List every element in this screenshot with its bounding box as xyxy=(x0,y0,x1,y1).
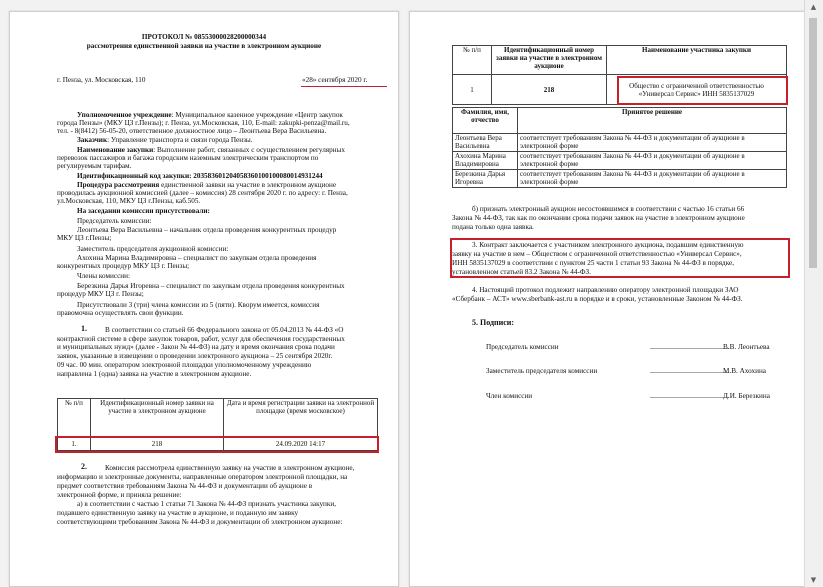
p1-line-1: В соответствии со статьей 66 Федерального закона от 05.04.2013 № 44-ФЗ «О xyxy=(105,326,344,334)
cell-app-id: 218 xyxy=(91,437,224,451)
deputy-role: Заместитель председателя аукционной комиссии: xyxy=(77,245,229,253)
p1-line-6: направлена 1 (одна) заявка на участие в электронном аукционе. xyxy=(57,370,252,378)
th-participant: Наименование участника закупки xyxy=(607,46,787,75)
chair-role: Председатель комиссии: xyxy=(77,217,152,225)
p1-line-3: и муниципальных нужд» (далее - Закон № 44-ФЗ) на дату и время окончания срока подачи xyxy=(57,343,335,351)
p3-line-3: ИНН 5835137029 в соответствии с пунктом 25 части 1 статьи 93 Закона № 44-ФЗ в порядке, xyxy=(452,259,734,267)
th-app-id-2: Идентификационный номер заявки на участие в электронном аукционе xyxy=(492,46,607,75)
deputy-line-1: Ахохина Марина Владимировна – специалист по закупкам отдела проведения xyxy=(77,254,317,262)
procedure-line-1: Процедура рассмотрения единственной заявки на участие в электронном аукционе xyxy=(77,181,337,189)
org-line-2: города Пензы» (МКУ ЦЗ г.Пензы); г. Пенза, ул.Московская, 110, E-mail: zakupki-penza@mail.ru, xyxy=(57,119,350,127)
p2a-line-2: подавшего единственную заявку на участие в аукционе, и поданную им заявку xyxy=(57,509,299,517)
purchase-line-1: Наименование закупки: Выполнение работ, связанных с осуществлением регулярных xyxy=(77,146,345,154)
procedure-line-2: проводилась аукционной комиссией (далее – комиссия) 28 сентября 2020 г. по адресу: г. Пенза, xyxy=(57,189,348,197)
p2-line-3: предмет соответствия требованиям Закона № 44-ФЗ и документации об аукционе в xyxy=(57,482,313,490)
th-app-id: Идентификационный номер заявки на участие в электронном аукционе xyxy=(91,399,224,437)
contract-highlight xyxy=(450,238,790,278)
p2-line-2: информацию и электронные документы, направленные оператором электронной площадки, на xyxy=(57,473,348,481)
quorum-line-1: Присутствовали 3 (три) члена комиссии из 5 (пяти). Кворум имеется, комиссия xyxy=(77,301,320,309)
sig-name-2: М.В. Ахохина xyxy=(723,367,766,375)
cell-decision-2: соответствует требованиям Закона № 44-ФЗ и документации об аукционе в электронной форме xyxy=(518,152,787,170)
protocol-title: ПРОТОКОЛ № 08553000028200000344 xyxy=(141,33,267,41)
sig-line-3: ______________________ xyxy=(650,391,730,399)
date: «28» сентября 2020 г. xyxy=(302,76,368,84)
sig-role-2: Заместитель председателя комиссии xyxy=(486,367,598,375)
p1-number: 1. xyxy=(81,324,87,333)
participant-highlight xyxy=(617,76,788,105)
decision-table xyxy=(452,107,787,188)
sig-line-1: ______________________ xyxy=(650,342,730,350)
p4-line-1: 4. Настоящий протокол подлежит направлению оператору электронной площадки ЗАО xyxy=(472,286,739,294)
chair-line-2: МКУ ЦЗ г.Пензы; xyxy=(57,234,112,242)
scroll-down-icon[interactable]: ▼ xyxy=(810,576,817,584)
place: г. Пенза, ул. Московская, 110 xyxy=(57,76,146,84)
p2a-line-1: а) в соответствии с частью 1 статьи 71 Закона № 44-ФЗ признать участника закупки, xyxy=(77,500,337,508)
scrollbar-thumb[interactable] xyxy=(809,18,817,268)
p2-number: 2. xyxy=(81,462,87,471)
p4-line-2: «Сбербанк – АСТ» www.sberbank-ast.ru в порядке и в сроки, установленные Законом № 44-ФЗ. xyxy=(452,295,743,303)
p1-line-2: контрактной системе в сфере закупок товаров, работ, услуг для обеспечения государственных xyxy=(57,335,345,343)
vertical-scrollbar[interactable] xyxy=(804,0,822,587)
sig-name-3: Д.И. Березкина xyxy=(723,392,770,400)
pb-line-1: б) признать электронный аукцион несостоявшимся в соответствии с частью 16 статьи 66 xyxy=(472,205,745,213)
ikz: Идентификационный код закупки: 203583601204058360100100080014931244 xyxy=(77,172,323,180)
protocol-subtitle: рассмотрения единственной заявки на участие в электронном аукционе xyxy=(86,42,322,50)
pb-line-3: подана только одна заявка. xyxy=(452,223,534,231)
member-line-1: Березкина Дарья Игоревна – специалист по закупкам отдела проведения конкурентных xyxy=(77,282,345,290)
customer: Заказчик: Управление транспорта и связи города Пензы. xyxy=(77,136,253,144)
p1-line-5: 09 час. 00 мин. оператором электронной площадки уполномоченному учреждению xyxy=(57,361,312,369)
th-num: № п/п xyxy=(58,399,91,437)
cell-fio-2: Ахохина Марина Владимировна xyxy=(453,152,518,170)
procedure-line-3: ул.Московская, 110, МКУ ЦЗ г.Пензы, каб.505. xyxy=(57,197,201,205)
th-num-2: № п/п xyxy=(453,46,492,75)
cell-participant: Общество с ограниченной ответственностью «Универсал Сервис» ИНН 5835137029 xyxy=(607,75,787,105)
cell-fio-1: Леонтьева Вера Васильевна xyxy=(453,134,518,152)
cell-decision-1: соответствует требованиям Закона № 44-ФЗ и документации об аукционе в электронной форме xyxy=(518,134,787,152)
p1-line-4: заявок, указанные в извещении о проведении электронного аукциона – 25 сентября 2020г. xyxy=(57,352,333,360)
p3-line-2: заявку на участие в нем – Обществом с ограниченной ответственностью «Универсал Сервис», xyxy=(452,250,742,258)
sig-name-1: В.В. Леонтьева xyxy=(723,343,770,351)
present-label: На заседании комиссии присутствовали: xyxy=(77,207,210,215)
quorum-line-2: правомочна осуществлять свои функции. xyxy=(57,309,184,317)
th-decision: Принятое решение xyxy=(518,108,787,134)
p3-line-1: 3. Контракт заключается с участником электронного аукциона, подавшим единственную xyxy=(472,241,744,249)
deputy-line-2: конкурентных процедур МКУ ЦЗ г. Пензы; xyxy=(57,262,190,270)
members-role: Члены комиссии: xyxy=(77,272,130,280)
member-line-2: процедур МКУ ЦЗ г. Пензы; xyxy=(57,290,144,298)
purchase-line-2: перевозок пассажиров и багажа городским наземным электрическим транспортом по xyxy=(57,154,319,162)
sig-role-3: Член комиссии xyxy=(486,392,533,400)
document-page-1 xyxy=(9,11,399,587)
pb-line-2: Закона № 44-ФЗ, так как по окончании срока подачи заявок на участие в электронном аукционе xyxy=(452,214,745,222)
cell-num: 1. xyxy=(58,437,91,451)
cell-reg-datetime: 24.09.2020 14:17 xyxy=(224,437,378,451)
org-line-3: тел. - 8(8412) 56-05-20, ответственное должностное лицо – Леонтьева Вера Васильевна. xyxy=(57,127,327,135)
p2a-line-3: соответствующими требованиям Закона № 44-ФЗ и документации об электронном аукционе: xyxy=(57,518,343,526)
scroll-up-icon[interactable]: ▲ xyxy=(810,3,817,11)
th-fio: Фамилия, имя, отчество xyxy=(453,108,518,134)
cell-num-2: 1 xyxy=(453,75,492,105)
cell-decision-3: соответствует требованиям Закона № 44-ФЗ и документации об аукционе в электронной форме xyxy=(518,170,787,188)
org-line-1: Уполномоченное учреждение: Муниципальное казенное учреждение «Центр закупок xyxy=(77,111,343,119)
p2-line-4: электронной форме, и приняла решение: xyxy=(57,491,182,499)
row-highlight xyxy=(55,436,379,453)
signatures-heading: 5. Подписи: xyxy=(472,318,515,327)
th-reg-datetime: Дата и время регистрации заявки на электронной площадке (время московское) xyxy=(224,399,378,437)
sig-role-1: Председатель комиссии xyxy=(486,343,559,351)
sig-line-2: ______________________ xyxy=(650,366,730,374)
date-highlight xyxy=(301,86,387,87)
chair-line-1: Леонтьева Вера Васильевна – начальник отдела проведения конкурентных процедур xyxy=(77,226,337,234)
p3-line-4: установленном статьей 83.2 Закона № 44-ФЗ. xyxy=(452,268,591,276)
document-page-2 xyxy=(409,11,806,587)
purchase-line-3: регулируемым тарифам. xyxy=(57,162,132,170)
p2-line-1: Комиссия рассмотрела единственную заявку на участие в электронном аукционе, xyxy=(105,464,355,472)
cell-fio-3: Березкина Дарья Игоревна xyxy=(453,170,518,188)
cell-app-id-2: 218 xyxy=(492,75,607,105)
